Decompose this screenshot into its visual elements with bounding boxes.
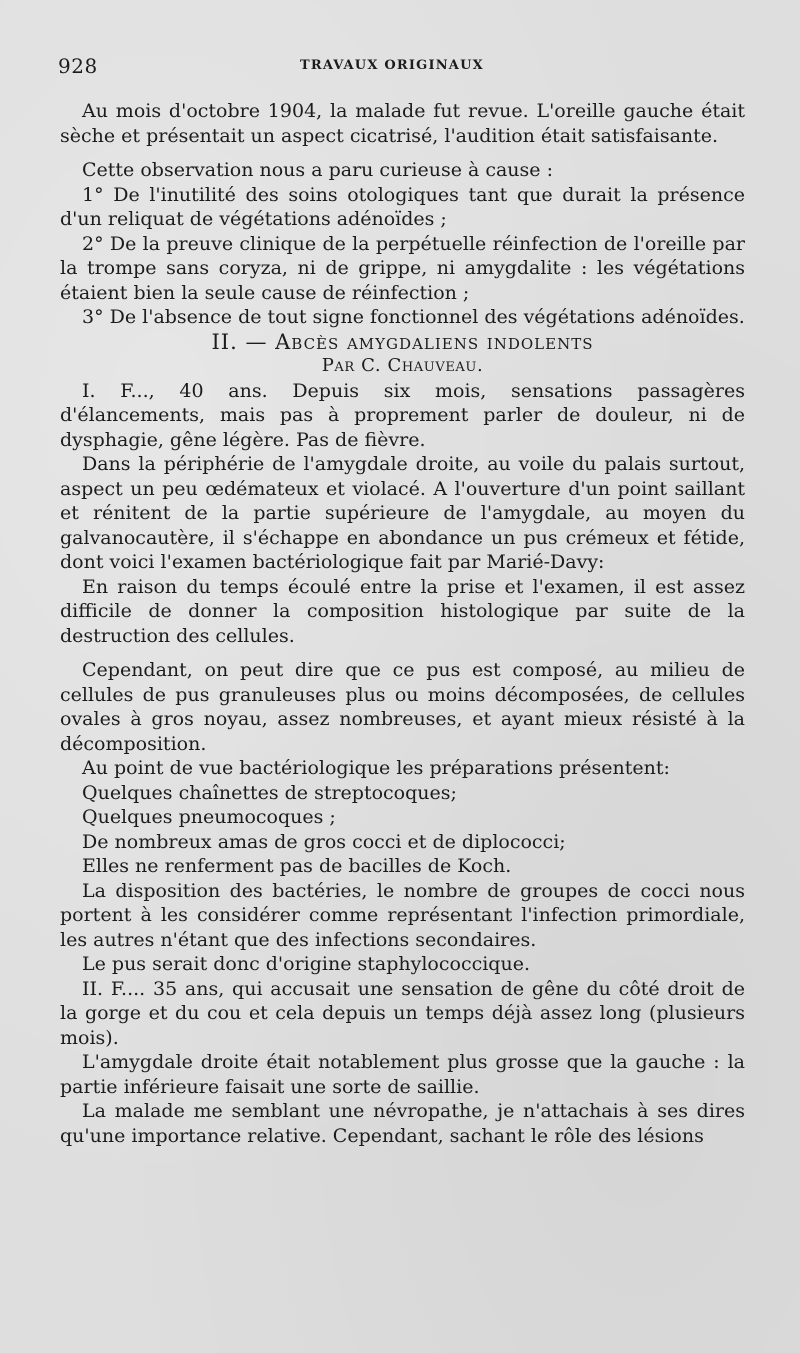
paragraph: En raison du temps écoulé entre la prise et l'examen, il est assez difficile de donner la composition histologique par suite de la destruction des cellules. [60, 575, 745, 647]
paragraph: Au point de vue bactériologique les préparations présentent: [82, 757, 670, 779]
page-body [60, 99, 745, 1148]
paragraph: Le pus serait donc d'origine staphylococcique. [82, 953, 530, 975]
paragraph: La disposition des bactéries, le nombre de groupes de cocci nous portent à les considérer comme représentant l'infection primordiale, les autres n'étant que des infections secondaires. [60, 879, 745, 951]
paragraph: Cette observation nous a paru curieuse à cause : [82, 159, 553, 181]
list-item: Quelques pneumocoques ; [82, 806, 336, 828]
section-title: II. — Abcès amygdaliens indolents [211, 329, 594, 354]
paragraph: Cependant, on peut dire que ce pus est composé, au milieu de cellules de pus granuleuses plus ou moins décomposées, de cellules ovales à gros noyau, assez nombreuses, et ayant mieux résisté à la décomposition. [60, 659, 745, 755]
list-item: 1° De l'inutilité des soins otologiques tant que durait la présence d'un reliquat de végétations adénoïdes ; [60, 183, 745, 230]
list-item: Elles ne renferment pas de bacilles de Koch. [82, 855, 512, 877]
paragraph: Au mois d'octobre 1904, la malade fut revue. L'oreille gauche était sèche et présentait un aspect cicatrisé, l'audition était satisfaisante. [60, 100, 745, 147]
page-number: 928 [58, 54, 98, 78]
paragraph: II. F.... 35 ans, qui accusait une sensation de gêne du côté droit de la gorge et du cou et cela depuis un temps déjà assez long (plusieurs mois). [60, 977, 745, 1049]
paragraph: Dans la périphérie de l'amygdale droite, au voile du palais surtout, aspect un peu œdémateux et violacé. A l'ouverture d'un point saillant et rénitent de la partie supérieure de l'amygdale, au moyen du galvanocautère, il s'échappe en abondance un pus crémeux et fétide, dont voici l'examen bactériologique fait par Marié-Davy: [60, 453, 745, 573]
paragraph: I. F..., 40 ans. Depuis six mois, sensations passagères d'élancements, mais pas à proprement parler de douleur, ni de dysphagie, gêne légère. Pas de fièvre. [60, 379, 745, 451]
list-item: 2° De la preuve clinique de la perpétuelle réinfection de l'oreille par la trompe sans coryza, ni de grippe, ni amygdalite : les végétations étaient bien la seule cause de réinfection ; [60, 232, 745, 304]
list-item: De nombreux amas de gros cocci et de diplococci; [82, 830, 566, 853]
author-byline: Par C. Chauveau. [321, 355, 484, 376]
list-item: Quelques chaînettes de streptocoques; [82, 781, 457, 804]
list-item: 3° De l'absence de tout signe fonctionnel des végétations adénoïdes. [82, 306, 745, 328]
paragraph: La malade me semblant une névropathe, je n'attachais à ses dires qu'une importance relative. Cependant, sachant le rôle des lésions [60, 1100, 745, 1147]
running-head: TRAVAUX ORIGINAUX [300, 58, 484, 73]
paragraph: L'amygdale droite était notablement plus grosse que la gauche : la partie inférieure faisait une sorte de saillie. [60, 1051, 745, 1098]
